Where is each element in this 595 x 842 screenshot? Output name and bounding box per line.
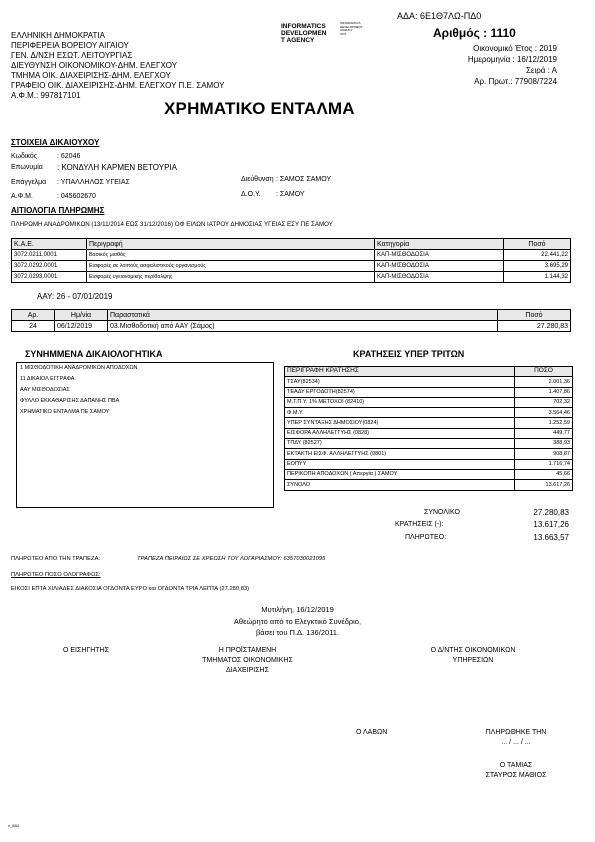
deduction-desc: ΤΣΑΥ(82534) xyxy=(285,377,515,387)
signature-line: ... / ... / ... xyxy=(501,739,531,746)
table-header-row xyxy=(12,310,571,321)
amount-cell: 1.144,32 xyxy=(504,272,571,283)
deductions-heading: ΚΡΑΤΗΣΕΙΣ ΥΠΕΡ ΤΡΙΤΩΝ xyxy=(353,349,465,359)
fiscal-year: Οικονομικό Έτος : 2019 xyxy=(473,44,557,53)
payable-label: ΠΛΗΡΩΤΕΟ: xyxy=(405,534,447,541)
header-cell: Ποσό xyxy=(498,310,571,321)
deduction-desc: ΠΕΡΙΚΟΠΗ ΑΠΟΔΟΧΩΝ ( Απεργία ) ΣΑΜΟΥ xyxy=(285,469,515,479)
words-value: ΕΙΚΟΣΙ ΕΠΤΑ ΧΙΛΙΑΔΕΣ ΔΙΑΚΟΣΙΑ ΟΓΔΟΝΤΑ ΕΥΡΩ και ΟΓΔΟΝΤΑ ΤΡΙΑ ΛΕΠΤΑ (27.280,83) xyxy=(11,586,250,592)
deduction-amount: 1.716,74 xyxy=(515,459,573,469)
deduction-amount: 388,93 xyxy=(515,439,573,449)
deduction-amount: 3.564,46 xyxy=(515,408,573,418)
attached-item: ΦΥΛΛΟ ΕΚΚΑΘΑΡΙΣΗΣ ΔΑΠΑΝΗΣ ΠΒΑ xyxy=(20,398,120,404)
category-cell: ΚΑΠ-ΜΙΣΘΟΔΟΣΙΑ xyxy=(375,272,504,283)
table-header-row xyxy=(12,239,571,250)
profession-value: : ΥΠΑΛΛΗΛΟΣ ΥΓΕΙΑΣ xyxy=(57,179,130,186)
amount-cell: 3.695,29 xyxy=(504,261,571,272)
address-value: : ΣΑΜΟΣ ΣΑΜΟΥ xyxy=(276,176,332,183)
issuer-line: ΓΕΝ. Δ/ΝΣΗ ΕΣΩΤ. ΛΕΙΤΟΥΡΓΙΑΣ xyxy=(11,51,133,60)
address-label: Διεύθυνση xyxy=(241,176,274,183)
name-label: Επωνυμία xyxy=(11,164,43,171)
table-row xyxy=(285,449,573,459)
meta-block xyxy=(468,43,557,87)
page-title: ΧΡΗΜΑΤΙΚΟ ΕΝΤΑΛΜΑ xyxy=(164,99,355,118)
logo-text: DEVELOPMEN xyxy=(281,30,327,37)
profession-label: Επάγγελμα xyxy=(11,179,47,186)
deduction-desc: ΤΠΔΥ (82527) xyxy=(285,439,515,449)
deduction-desc: ΣΥΝΟΛΟ xyxy=(285,480,515,490)
bank-label: ΠΛΗΡΩΤΕΟ ΑΠΟ ΤΗΝ ΤΡΑΠΕΖΑ: xyxy=(11,556,101,562)
logo-small-line: AGENCY xyxy=(340,28,353,33)
header-cell: Αρ. xyxy=(12,310,55,321)
bank-value: ΤΡΑΠΕΖΑ ΠΕΙΡΑΙΩΣ ΣΕ ΧΡΕΩΣΗ ΤΟΥ ΛΟΓΑΡΙΑΣΜΟΥ: 6357030021095 xyxy=(137,556,326,562)
attached-item: ΧΡΗΜΑΤΙΚΟ ΕΝΤΑΛΜΑ ΠΕ ΣΑΜΟΥ xyxy=(20,409,110,415)
deduction-amount: 1.252,59 xyxy=(515,418,573,428)
table-row xyxy=(12,321,571,332)
warrant-number: Αριθμός : 1110 xyxy=(433,26,516,40)
name-value: : ΚΟΝΔΥΛΗ ΚΑΡΜΕΝ ΒΕΤΟΥΡΙΑ xyxy=(57,163,177,172)
signature-line: Ο ΤΑΜΙΑΣ xyxy=(499,762,533,769)
afm-value: : 045602670 xyxy=(57,193,96,200)
kae-cell: 3072.0211.0001 xyxy=(12,250,87,261)
category-cell: ΚΑΠ-ΜΙΣΘΟΔΟΣΙΑ xyxy=(375,261,504,272)
table-row xyxy=(12,272,571,283)
deduction-desc: ΤΕΑΔΥ ΕΡΓΟΔΟΤΗ(82574) xyxy=(285,387,515,397)
documents-table xyxy=(11,309,571,332)
header-cell: Ποσό xyxy=(504,239,571,250)
issuer-line: ΤΜΗΜΑ ΟΙΚ. ΔΙΑΧΕΙΡΙΣΗΣ-ΔΗΜ. ΕΛΕΓΧΟΥ xyxy=(11,71,171,80)
header-cell: Ημ/νία xyxy=(55,310,108,321)
total-label: ΣΥΝΟΛΙΚΟ xyxy=(424,509,460,516)
reason-text: ΠΛΗΡΩΜΗ ΑΝΑΔΡΟΜΙΚΩΝ (13/11/2014 ΕΩΣ 31/12/2016) ΟΦ ΕΙΛΩΝ ΙΑΤΡΟΥ ΔΗΜΟΣΙΑΣ ΥΓΕΙΑΣ ΕΣΥ ΠΕ ΣΑΜΟΥ xyxy=(11,221,333,228)
kae-table xyxy=(11,238,571,283)
doy-label: Δ.Ο.Υ. xyxy=(241,191,261,198)
doc-number-cell: 24 xyxy=(12,321,55,332)
payable-value: 13.663,57 xyxy=(533,533,569,542)
logo-text: INFORMATICS xyxy=(281,23,326,30)
deduction-desc: ΕΚΤΑΚΤΗ ΕΙΣΦ. ΑΛΛΗΛΕΓΓΥΗΣ (0801) xyxy=(285,449,515,459)
deductions-value: 13.617,26 xyxy=(533,520,569,529)
issuer-line: ΕΛΛΗΝΙΚΗ ΔΗΜΟΚΡΑΤΙΑ xyxy=(11,31,105,40)
footer-code: v_884 xyxy=(8,823,19,828)
header-cell: Παραστατικά xyxy=(108,310,498,321)
description-cell: Εισφορές υγειονομικής περίθαλψης xyxy=(87,272,375,283)
table-row xyxy=(285,480,573,490)
legal-basis: βάσει του Π.Δ. 136/2011. xyxy=(255,628,340,637)
deduction-amount: 1.407,86 xyxy=(515,387,573,397)
table-row xyxy=(285,387,573,397)
beneficiary-heading: ΣΤΟΙΧΕΙΑ ΔΙΚΑΙΟΥΧΟΥ xyxy=(11,138,100,147)
attached-heading: ΣΥΝΗΜΜΕΝΑ ΔΙΚΑΙΟΛΟΓΗΤΙΚΑ xyxy=(25,349,163,359)
signature-paid xyxy=(466,728,566,748)
logo-small-text xyxy=(340,22,363,40)
deduction-amount: 2.001,36 xyxy=(515,377,573,387)
deduction-amount: 702,32 xyxy=(515,397,573,407)
protocol-number: Αρ. Πρωτ.: 77908/7224 xyxy=(474,77,557,86)
table-row xyxy=(12,250,571,261)
attached-box xyxy=(16,362,274,508)
code-value: : 62046 xyxy=(57,153,81,160)
issuer-line: ΠΕΡΙΦΕΡΕΙΑ ΒΟΡΕΙΟΥ ΑΙΓΑΙΟΥ xyxy=(11,41,129,50)
logo-small-line: DEVELOPMENT xyxy=(340,24,363,29)
signature-recipient: Ο ΛΑΒΩΝ xyxy=(356,729,388,736)
signature-director xyxy=(413,646,533,666)
total-value: 27.280,83 xyxy=(533,508,569,517)
attached-item: 1 ΜΙΣΘΟΔΟΤΙΚΗ ΑΝΑΔΡΟΜΙΚΩΝ ΑΠΟΔΟΧΩΝ xyxy=(20,365,138,371)
table-row xyxy=(285,377,573,387)
header-cell: ΠΟΣΟ xyxy=(515,367,573,377)
doc-description-cell: 03.Μισθοδοτική από ΑΑΥ (Σάμος) xyxy=(108,321,498,332)
signature-line: Ο Δ/ΝΤΗΣ ΟΙΚΟΝΟΜΙΚΩΝ xyxy=(430,647,516,654)
logo-small-line: OPS xyxy=(340,31,347,36)
deduction-desc: ΥΠΕΡ ΣΥΝΤΑΞΗΣ ΔΗΜΟΣΙΟΥ(0824) xyxy=(285,418,515,428)
deduction-amount: 45,66 xyxy=(515,469,573,479)
reason-heading: ΑΙΤΙΟΛΟΓΙΑ ΠΛΗΡΩΜΗΣ xyxy=(11,206,105,215)
series: Σειρά : Α xyxy=(525,66,557,75)
table-row xyxy=(285,439,573,449)
signature-rapporteur: Ο ΕΙΣΗΓΗΤΗΣ xyxy=(63,647,109,654)
logo-text: T AGENCY xyxy=(281,37,315,44)
table-row xyxy=(285,469,573,479)
attached-item: ΑΑΥ ΜΙΣΘΟΔΟΣΙΑΣ xyxy=(20,387,70,393)
audit-note: Αθεώρητο από το Ελεγκτικό Συνέδριο, xyxy=(233,616,362,626)
ada-number: ΑΔΑ: 6Ε1Θ7ΛΩ-ΠΔ0 xyxy=(397,11,482,21)
place-date: Μυτιλήνη, 16/12/2019 xyxy=(261,605,334,614)
table-row xyxy=(12,261,571,272)
table-row xyxy=(285,397,573,407)
doy-value: : ΣΑΜΟΥ xyxy=(276,191,305,198)
issuer-block xyxy=(11,31,225,101)
issuer-line: Α.Φ.Μ.: 997817101 xyxy=(11,91,81,100)
issuer-line: ΔΙΕΥΘΥΝΣΗ ΟΙΚΟΝΟΜΙΚΟΥ-ΔΗΜ. ΕΛΕΓΧΟΥ xyxy=(11,61,178,70)
issuer-line: ΓΡΑΦΕΙΟ ΟΙΚ. ΔΙΑΧΕΙΡΙΣΗΣ-ΔΗΜ. ΕΛΕΓΧΟΥ Π.Ε. ΣΑΜΟΥ xyxy=(11,81,225,90)
header-cell: Κατηγορία xyxy=(375,239,504,250)
signature-line: ΣΤΑΥΡΟΣ ΜΑΘΙΟΣ xyxy=(485,772,547,779)
afm-label: Α.Φ.Μ. xyxy=(11,193,33,200)
words-label: ΠΛΗΡΩΤΕΟ ΠΟΣΟ ΟΛΟΓΡΑΦΩΣ: xyxy=(11,572,101,578)
deduction-desc: Φ.Μ.Υ. xyxy=(285,408,515,418)
code-label: Κωδικός xyxy=(11,153,38,160)
issue-date: Ημερομηνία : 16/12/2019 xyxy=(467,55,557,64)
signature-line: ΤΜΗΜΑΤΟΣ ΟΙΚΟΝΟΜΙΚΗΣ xyxy=(202,657,293,664)
header-cell: ΠΕΡΙΓΡΑΦΗ ΚΡΑΤΗΣΗΣ xyxy=(285,367,515,377)
deduction-amount: 908,87 xyxy=(515,449,573,459)
logo-small-line: ... xyxy=(340,35,343,40)
amount-cell: 22.441,22 xyxy=(504,250,571,261)
doc-amount-cell: 27.280,83 xyxy=(498,321,571,332)
signature-line: ΥΠΗΡΕΣΙΩΝ xyxy=(452,657,494,664)
kae-cell: 3072.0293.0001 xyxy=(12,272,87,283)
table-row xyxy=(285,459,573,469)
table-header-row xyxy=(285,367,573,377)
header-cell: Περιγραφή xyxy=(87,239,375,250)
table-row xyxy=(285,418,573,428)
ida-logo xyxy=(281,23,327,44)
signature-cashier xyxy=(467,761,565,781)
deduction-desc: Μ.Τ.Π.Υ. 1% ΜΕΤΟΧΟΙ (82410) xyxy=(285,397,515,407)
place-date-block xyxy=(0,604,595,639)
table-row xyxy=(285,428,573,438)
attached-item: 11 ΔΙΚΑΙΟΛ ΕΓΓΡΑΦΑ xyxy=(20,376,75,382)
deductions-label: ΚΡΑΤΗΣΕΙΣ (-): xyxy=(395,521,444,528)
deduction-amount: 449,77 xyxy=(515,428,573,438)
deduction-amount: 13.617,26 xyxy=(515,480,573,490)
description-cell: Εισφορές σε λοιπούς ασφαλιστικούς οργανισμούς xyxy=(87,261,375,272)
deduction-desc: ΕΟΠΥΥ xyxy=(285,459,515,469)
deductions-table xyxy=(284,366,573,491)
doc-date-cell: 06/12/2019 xyxy=(55,321,108,332)
category-cell: ΚΑΠ-ΜΙΣΘΟΔΟΣΙΑ xyxy=(375,250,504,261)
description-cell: Βασικός μισθός xyxy=(87,250,375,261)
logo-small-line: INFORMATICS xyxy=(340,21,361,25)
signature-line: ΠΛΗΡΩΘΗΚΕ ΤΗΝ xyxy=(485,729,547,736)
aay-reference: ΑΑΥ: 26 - 07/01/2019 xyxy=(37,292,113,301)
deduction-desc: ΕΙΣΦΟΡΑ ΑΛΛΗΛΕΓΓΥΗΣ (0828) xyxy=(285,428,515,438)
header-cell: Κ.Α.Ε. xyxy=(12,239,87,250)
table-row xyxy=(285,408,573,418)
signature-head xyxy=(190,646,305,676)
signature-line: ΔΙΑΧΕΙΡΙΣΗΣ xyxy=(226,667,269,674)
kae-cell: 3072.0292.0001 xyxy=(12,261,87,272)
signature-line: Η ΠΡΟΪΣΤΑΜΕΝΗ xyxy=(218,647,277,654)
